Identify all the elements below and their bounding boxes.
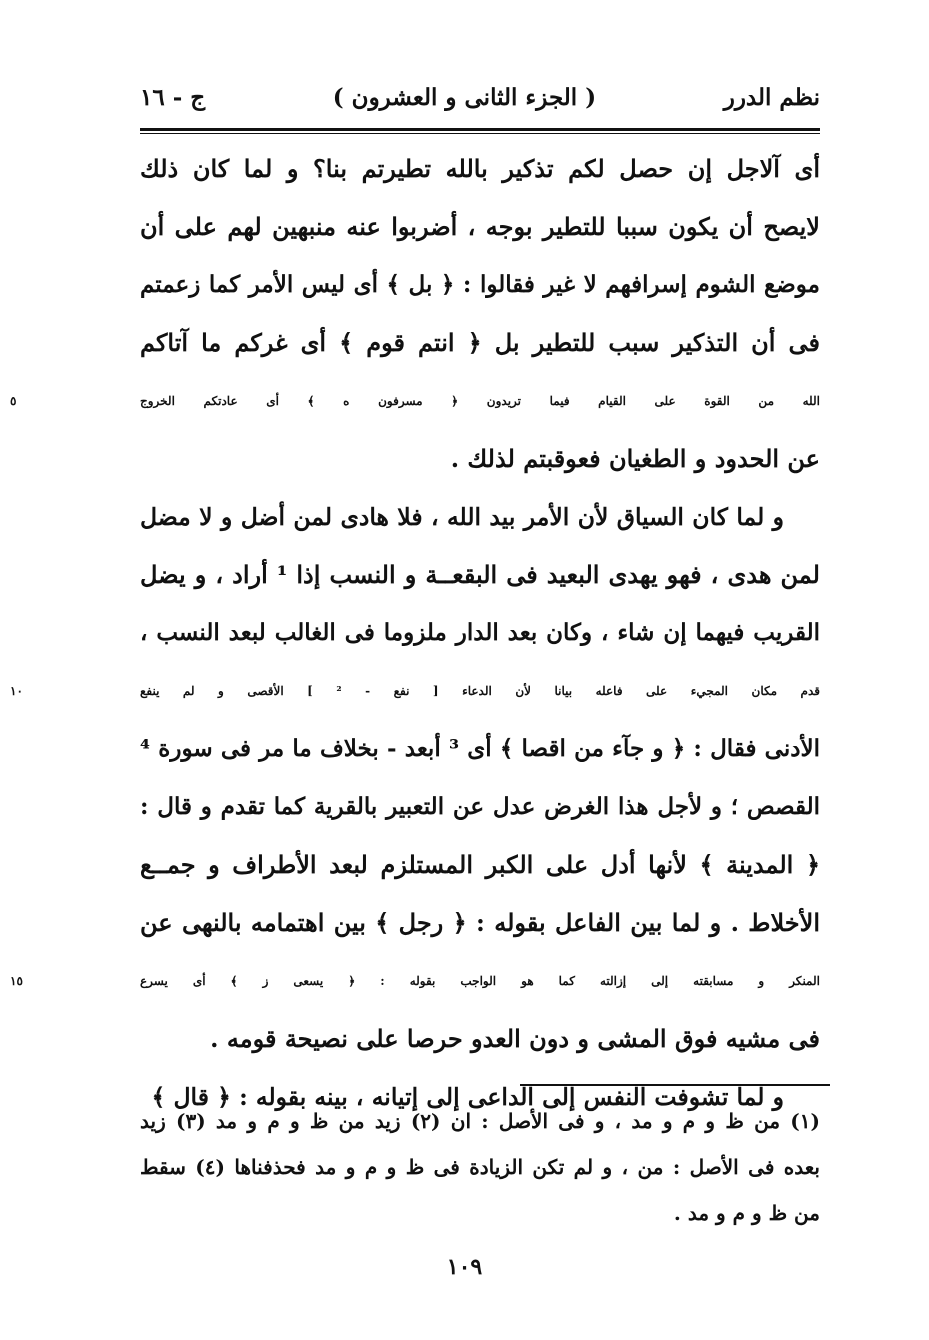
line-number: ٥ xyxy=(10,394,17,408)
line-number: ١٠ xyxy=(10,684,23,698)
text-line: موضع الشوم إسرافهم لا غير فقالوا : ﴿ بل ﴾ أى ليس الأمر كما زعمتم xyxy=(140,271,820,298)
footnote-line: من ظ و م و مد . xyxy=(673,1201,820,1225)
text-line xyxy=(10,372,820,430)
text-line: فى مشيه فوق المشى و دون العدو حرصا على نصيحة قومه . xyxy=(210,1024,820,1053)
text-line: القصص ؛ و لأجل هذا الغرض عدل عن التعبير بالقرية كما تقدم و قال : xyxy=(140,793,820,820)
volume-number: ج - ١٦ xyxy=(140,83,206,111)
footnote-line: (١) من ظ و م و مد ، و فى الأصل : ان (٢) زيد من ظ و م و مد (٣) زيد xyxy=(140,1109,820,1133)
text-line: الأخلاط . و لما بين الفاعل بقوله : ﴿ رجل ﴾ بين اهتمامه بالنهى عن xyxy=(140,908,820,937)
header-rule xyxy=(140,128,820,134)
text-line xyxy=(10,662,820,720)
text-line xyxy=(10,952,820,1010)
text-line: و لما تشوفت النفس إلى الداعى إلى إتيانه ، بينه بقوله : ﴿ قال ﴾ xyxy=(151,1083,784,1111)
text-line: و لما كان السياق لأن الأمر بيد الله ، فلا هادى لمن أضل و لا مضل xyxy=(140,503,784,531)
line-text: المنكر و مسابقته إلى إزالته كما هو الواجب بقوله : ﴿ يسعى ز ﴾ أى يسرع xyxy=(140,974,820,988)
text-line: الأدنى فقال : ﴿ و جآء من اقصا ﴾ أى ³ أبعد - بخلاف ما مر فى سورة ⁴ xyxy=(140,735,820,762)
text-line: لمن هدى ، فهو يهدى البعيد فى البقعــة و النسب إذا ¹ أراد ، و يضل xyxy=(140,560,820,589)
footnotes xyxy=(140,1098,820,1236)
page-number: ١٠٩ xyxy=(446,1254,483,1280)
book-title: نظم الدرر xyxy=(723,83,820,111)
text-line: أى آلاجل إن حصل لكم تذكير بالله تطيرتم بنا؟ و لما كان ذلك xyxy=(140,154,820,183)
part-title: ( الجزء الثانى و العشرون ) xyxy=(332,83,597,111)
main-text xyxy=(10,140,820,1126)
text-line: عن الحدود و الطغيان فعوقبتم لذلك . xyxy=(450,444,820,473)
line-number: ١٥ xyxy=(10,974,23,988)
line-text: قدم مكان المجيء على فاعله بيانا لأن الدعاء [ نفع - ² ] الأقصى و لم ينفع xyxy=(140,684,820,698)
line-text: الله من القوة على القيام فيما تريدون ﴿ مسرفون ه ﴾ أى عادتكم الخروج xyxy=(140,394,820,408)
text-line: فى أن التذكير سبب للتطير بل ﴿ انتم قوم ﴾ أى غركم ما آتاكم xyxy=(140,328,820,357)
text-line: لايصح أن يكون سببا للتطير بوجه ، أضربوا عنه منبهين لهم على أن xyxy=(140,212,820,241)
text-line: القريب فيهما إن شاء ، وكان بعد الدار ملزوما فى الغالب لبعد النسب ، xyxy=(140,619,820,646)
text-line: ﴿ المدينة ﴾ لأنها أدل على الكبر المستلزم لبعد الأطراف و جمــع xyxy=(140,850,820,879)
footnote-line: بعده فى الأصل : من ، و لم تكن الزيادة فى ظ و م و مد فحذفناها (٤) سقط xyxy=(140,1155,820,1179)
footnote-rule xyxy=(520,1084,830,1086)
running-header xyxy=(140,74,820,120)
